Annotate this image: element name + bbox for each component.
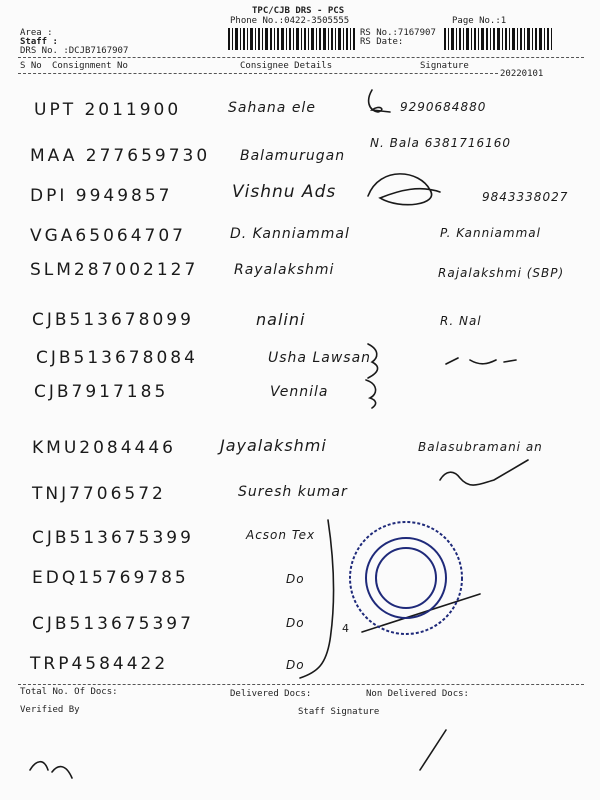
signature-13: 4 [342,622,350,635]
consignment-no-6: CJB513678099 [32,310,194,330]
consignment-no-9: KMU2084446 [32,438,176,458]
staff-sign-stroke [420,730,446,770]
drs-number: DRS No. :DCJB7167907 [20,46,129,56]
signature-5: Rajalakshmi (SBP) [438,266,565,280]
footer-rule [18,684,584,685]
consignee-name-2: Balamurugan [240,148,346,164]
signature-scribble-10 [440,460,528,485]
consignee-name-4: D. Kanniammal [230,226,350,242]
company-stamp-icon [350,522,462,634]
consignment-no-14: TRP4584422 [30,654,169,674]
date-stamp-text: 20220101 [500,69,544,79]
consignee-name-3: Vishnu Ads [232,182,337,202]
signature-3: 9843338027 [482,190,569,204]
consignee-name-1: Sahana ele [228,100,316,116]
col-consignee: Consignee Details [240,61,333,71]
consignee-name-6: nalini [256,310,306,329]
col-signature: Signature [420,61,469,71]
consignee-name-12: Do [286,572,305,586]
rs-date: RS Date: [360,37,404,47]
consignment-no-7: CJB513678084 [36,348,198,368]
strike-line-13 [362,594,480,632]
col-sno: S No [20,61,42,71]
signature-6: R. Nal [440,314,482,328]
phone-number: Phone No.:0422-3505555 [230,16,350,26]
consignment-no-10: TNJ7706572 [32,484,166,504]
consignee-name-14: Do [286,658,305,672]
consignment-no-5: SLM287002127 [30,260,199,280]
consignment-no-12: EDQ15769785 [32,568,189,588]
verifier-scribble [30,762,72,778]
consignee-name-5: Rayalakshmi [234,262,335,278]
consignment-no-2: MAA 277659730 [30,146,211,166]
consignee-name-7: Usha Lawsan [268,350,372,366]
consignee-name-13: Do [286,616,305,630]
consignee-name-8: Vennila [270,384,329,400]
non-delivered-docs: Non Delivered Docs: [366,689,469,699]
signature-1: 9290684880 [400,100,487,114]
col-consignment: Consignment No [52,61,128,71]
consignee-name-9: Jayalakshmi [220,436,327,455]
consignee-name-10: Suresh kumar [238,484,348,500]
signature-4: P. Kanniammal [440,226,541,240]
doc-title: TPC/CJB DRS - PCS [252,6,345,16]
bracket-8 [366,380,376,408]
consignment-no-11: CJB513675399 [32,528,194,548]
signature-scribble-1 [369,90,390,112]
consignment-no-4: VGA65064707 [30,226,186,246]
signature-9: Balasubramani an [418,440,543,454]
area-label: Area : [20,28,53,38]
bracket-7 [368,344,378,378]
signature-scribble-3 [368,174,440,205]
consignment-no-3: DPI 9949857 [30,186,173,206]
rs-number: RS No.:7167907 [360,28,436,38]
page-number: Page No.:1 [452,16,507,26]
signature-2: N. Bala 6381716160 [370,136,512,150]
consignment-no-1: UPT 2011900 [34,100,182,120]
consignment-no-13: CJB513675397 [32,614,194,634]
consignee-name-11: Acson Tex [246,528,316,542]
staff-signature: Staff Signature [298,707,380,717]
delivered-docs: Delivered Docs: [230,689,312,699]
ditto-bracket [300,520,334,678]
total-docs: Total No. Of Docs: [20,687,118,697]
staff-label: Staff : [20,37,58,47]
tamil-sign-7 [446,358,516,364]
consignment-no-8: CJB7917185 [34,382,169,402]
verified-by: Verified By [20,705,80,715]
